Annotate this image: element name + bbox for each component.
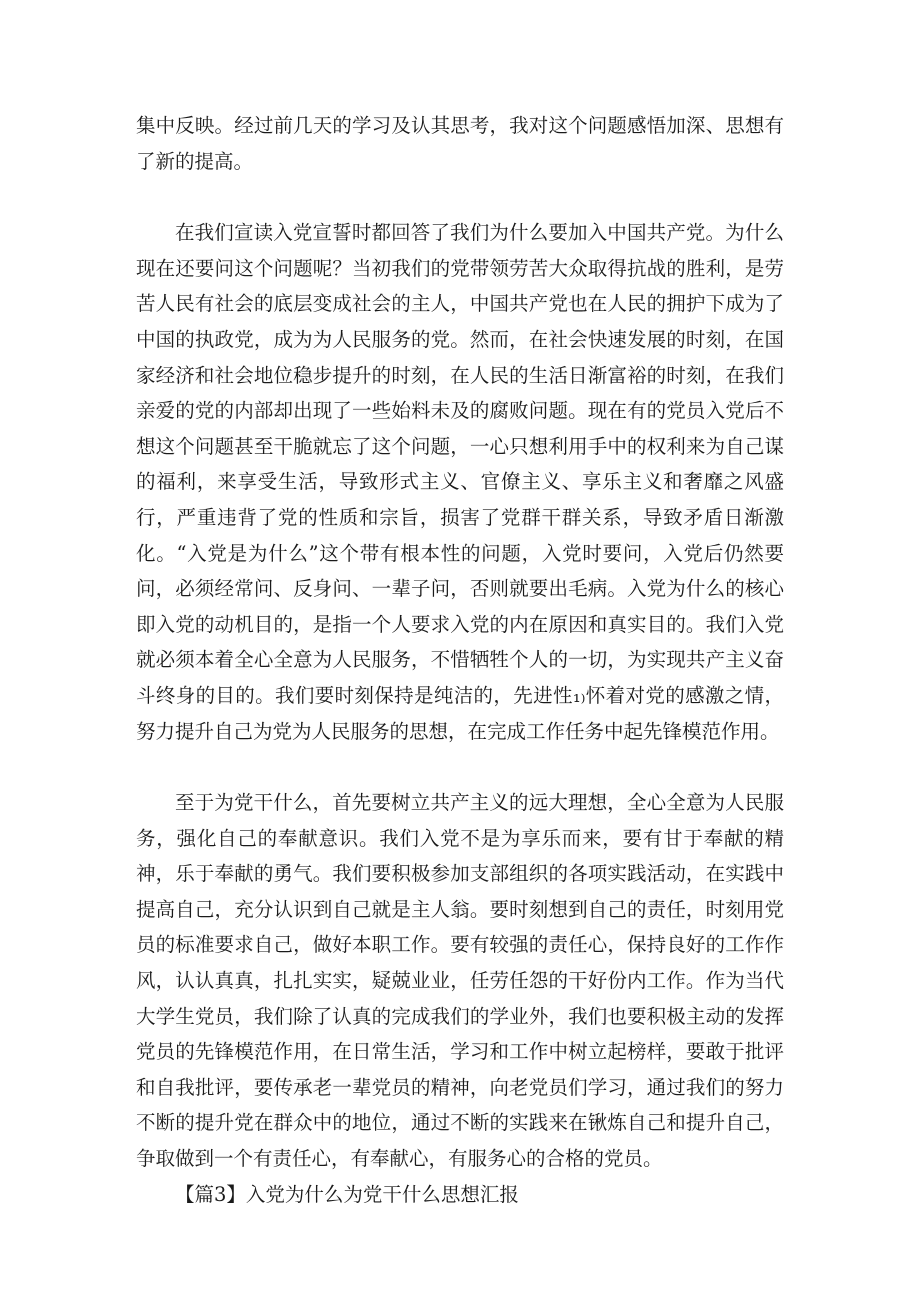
paragraph-gap: [136, 749, 784, 785]
paragraph-what-to-do-for-party: 至于为党干什么，首先要树立共产主义的远大理想，全心全意为人民服务，强化自己的奉献意识。我们入党不是为享乐而来，要有甘于奉献的精神，乐于奉献的勇气。我们要积极参加支部组织的各项实践活动，在实践中提高自己，充分认识到自己就是主人翁。要时刻想到自己的责任，时刻用党员的标准要求自己，做好本职工作。要有较强的责任心，保持良好的工作作风，认认真真，扎扎实实，疑兢业业，任劳任怨的干好份内工作。作为当代大学生党员，我们除了认真的完成我们的学业外，我们也要积极主动的发挥党员的先锋模范作用，在日常生活，学习和工作中树立起榜样，要敢于批评和自我批评，要传承老一辈党员的精神，向老党员们学习，通过我们的努力不断的提升党在群众中的地位，通过不断的实践来在锹炼自己和提升自己，争取做到一个有责任心，有奉献心，有服务心的合格的党员。: [136, 791, 784, 1171]
section-heading: 【篇3】入党为什么为党干什么思想汇报: [175, 1182, 519, 1206]
paragraph-continuation: 集中反映。经过前几天的学习及认其思考，我对这个问题感悟加深、思想有了新的提高。: [136, 114, 784, 173]
document-body: [136, 108, 784, 1212]
paragraph-why-join-party: 在我们宣读入党宣誓时都回答了我们为什么要加入中国共产党。为什么现在还要问这个问题呢？当初我们的党带领劳苦大众取得抗战的胜利，是劳苦人民有社会的底层变成社会的主人，中国共产党也在人民的拥护下成为了中国的执政党，成为为人民服务的党。然而，在社会快速发展的时刻，在国家经济和社会地位稳步提升的时刻，在人民的生活日渐富裕的时刻，在我们亲爱的党的内部却出现了一些始料未及的腐败问题。现在有的党员入党后不想这个问题甚至干脆就忘了这个问题，一心只想利用手中的权利来为自己谋的福利，来享受生活，导致形式主义、官僚主义、享乐主义和奢靡之风盛行，严重违背了党的性质和宗旨，损害了党群干群关系，导致矛盾日渐激化。“入党是为什么”这个带有根本性的问题，入党时要问，入党后仍然要问，必须经常问、反身问、一辈子问，否则就要出毛病。入党为什么的核心即入党的动机目的，是指一个人要求入党的内在原因和真实目的。我们入党就必须本着全心全意为人民服务，不惜牺牲个人的一切，为实现共产主义奋斗终身的目的。我们要时刻保持是纯洁的，先进性₁₎怀着对党的感激之情，努力提升自己为党为人民服务的思想，在完成工作任务中起先锋模范作用。: [136, 221, 784, 743]
paragraph-gap: [136, 179, 784, 215]
